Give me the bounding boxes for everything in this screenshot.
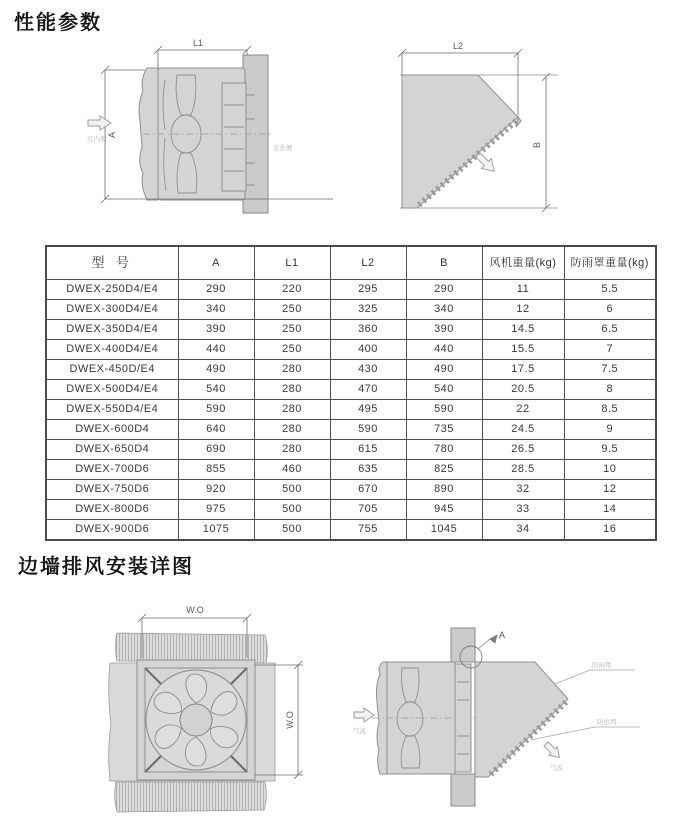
table-cell: 32 [482, 480, 564, 500]
table-cell: 12 [564, 480, 656, 500]
table-cell: 280 [254, 420, 330, 440]
table-cell: DWEX-750D6 [46, 480, 178, 500]
dim-line-l1 [158, 50, 247, 68]
table-cell: 490 [178, 360, 254, 380]
table-cell: 615 [330, 440, 406, 460]
table-cell: 490 [406, 360, 482, 380]
corrugated-wall-bottom [115, 782, 267, 812]
header-fan-weight: 风机重量(kg) [482, 246, 564, 280]
table-cell: DWEX-500D4/E4 [46, 380, 178, 400]
table-cell: DWEX-900D6 [46, 520, 178, 541]
table-cell: 390 [178, 320, 254, 340]
table-cell: DWEX-250D4/E4 [46, 280, 178, 300]
header-hood-weight: 防雨罩重量(kg) [564, 246, 656, 280]
table-cell: DWEX-350D4/E4 [46, 320, 178, 340]
table-cell: 340 [406, 300, 482, 320]
table-header-row [46, 246, 656, 280]
table-cell: 7 [564, 340, 656, 360]
install-side-view-diagram [350, 622, 690, 822]
table-row [46, 380, 656, 400]
table-cell: 855 [178, 460, 254, 480]
table-cell: 825 [406, 460, 482, 480]
table-cell: 6.5 [564, 320, 656, 340]
header-a: A [178, 246, 254, 280]
table-cell: DWEX-600D4 [46, 420, 178, 440]
table-cell: 755 [330, 520, 406, 541]
table-cell: 250 [254, 340, 330, 360]
hood-label-leader [555, 670, 635, 684]
table-cell: 250 [254, 300, 330, 320]
corrugated-wall-top [116, 633, 268, 663]
dim-label-wo-right: W.O [285, 711, 295, 729]
table-cell: 28.5 [482, 460, 564, 480]
table-cell: 640 [178, 420, 254, 440]
table-cell: 975 [178, 500, 254, 520]
table-row [46, 480, 656, 500]
table-cell: DWEX-650D4 [46, 440, 178, 460]
table-cell: 460 [254, 460, 330, 480]
airflow-in-label: 气流 [353, 728, 366, 735]
table-cell: 14.5 [482, 320, 564, 340]
indoor-side-label: 室内侧 [87, 136, 107, 143]
table-cell: 440 [406, 340, 482, 360]
header-b: B [406, 246, 482, 280]
dim-label-a: A [107, 131, 117, 139]
detail-callout-label: A [499, 630, 506, 640]
rain-hood-body [475, 662, 568, 777]
table-cell: 690 [178, 440, 254, 460]
table-cell: 12 [482, 300, 564, 320]
table-cell: 10 [564, 460, 656, 480]
rain-hood-body [402, 75, 518, 208]
table-cell: 8 [564, 380, 656, 400]
rain-hood-side-view-diagram [390, 35, 645, 235]
table-row [46, 300, 656, 320]
table-row [46, 280, 656, 300]
table-cell: 440 [178, 340, 254, 360]
table-cell: 8.5 [564, 400, 656, 420]
wall-upper [451, 628, 475, 662]
table-cell: 470 [330, 380, 406, 400]
table-cell: 1045 [406, 520, 482, 541]
table-cell: 33 [482, 500, 564, 520]
table-row [46, 420, 656, 440]
airflow-out-label: 气流 [550, 765, 563, 772]
table-cell: 11 [482, 280, 564, 300]
table-cell: 26.5 [482, 440, 564, 460]
spec-table-body [46, 280, 656, 541]
wall-lower [451, 774, 475, 806]
detail-callout-flag [478, 635, 497, 649]
table-cell: DWEX-300D4/E4 [46, 300, 178, 320]
table-row [46, 520, 656, 541]
table-cell: 220 [254, 280, 330, 300]
airflow-arrow-icon [542, 740, 564, 762]
table-cell: 1075 [178, 520, 254, 541]
dim-label-b: B [532, 141, 542, 149]
table-cell: DWEX-700D6 [46, 460, 178, 480]
shutter-frame [455, 664, 471, 772]
header-model: 型 号 [46, 246, 178, 280]
table-cell: 280 [254, 360, 330, 380]
table-cell: 705 [330, 500, 406, 520]
table-cell: 590 [330, 420, 406, 440]
table-row [46, 460, 656, 480]
rain-hood-label: 防雨罩 [592, 662, 612, 669]
table-cell: 360 [330, 320, 406, 340]
table-cell: 735 [406, 420, 482, 440]
airflow-arrow-icon [88, 116, 111, 130]
install-front-view-diagram [85, 598, 320, 826]
table-row [46, 500, 656, 520]
table-row [46, 440, 656, 460]
insect-net-label: 防虫网 [597, 719, 617, 726]
table-cell: 16 [564, 520, 656, 541]
table-cell: 495 [330, 400, 406, 420]
dim-label-wo-top: W.O [186, 605, 204, 615]
table-cell: 670 [330, 480, 406, 500]
table-cell: 890 [406, 480, 482, 500]
table-cell: 430 [330, 360, 406, 380]
outdoor-side-label: 室外侧 [273, 145, 293, 152]
table-cell: 280 [254, 440, 330, 460]
net-label-leader [530, 727, 640, 740]
table-cell: 22 [482, 400, 564, 420]
table-cell: 280 [254, 400, 330, 420]
table-cell: DWEX-400D4/E4 [46, 340, 178, 360]
fan-hub [180, 704, 212, 736]
table-cell: 390 [406, 320, 482, 340]
dim-label-l1: L1 [192, 38, 204, 48]
table-cell: 34 [482, 520, 564, 541]
table-row [46, 320, 656, 340]
table-cell: 500 [254, 480, 330, 500]
table-cell: 325 [330, 300, 406, 320]
table-cell: DWEX-450D/E4 [46, 360, 178, 380]
table-cell: 20.5 [482, 380, 564, 400]
table-row [46, 400, 656, 420]
table-cell: 6 [564, 300, 656, 320]
table-cell: 290 [406, 280, 482, 300]
table-cell: 500 [254, 520, 330, 541]
table-cell: 540 [406, 380, 482, 400]
table-cell: 635 [330, 460, 406, 480]
table-row [46, 360, 656, 380]
table-cell: 920 [178, 480, 254, 500]
table-cell: 540 [178, 380, 254, 400]
dim-label-l2: L2 [452, 41, 464, 51]
header-l2: L2 [330, 246, 406, 280]
performance-section-title: 性能参数 [14, 12, 102, 34]
table-cell: 590 [178, 400, 254, 420]
table-row [46, 340, 656, 360]
table-cell: DWEX-800D6 [46, 500, 178, 520]
fan-side-view-diagram [85, 35, 335, 235]
table-cell: 400 [330, 340, 406, 360]
spec-table [45, 245, 657, 541]
table-cell: 590 [406, 400, 482, 420]
table-cell: 14 [564, 500, 656, 520]
table-cell: 500 [254, 500, 330, 520]
table-cell: 250 [254, 320, 330, 340]
table-cell: 340 [178, 300, 254, 320]
table-cell: 290 [178, 280, 254, 300]
table-cell: 9.5 [564, 440, 656, 460]
table-cell: 17.5 [482, 360, 564, 380]
table-cell: 7.5 [564, 360, 656, 380]
table-cell: 9 [564, 420, 656, 440]
table-cell: 295 [330, 280, 406, 300]
table-cell: DWEX-550D4/E4 [46, 400, 178, 420]
airflow-arrow-icon [354, 708, 374, 722]
install-section-title: 边墙排风安装详图 [18, 556, 194, 578]
table-cell: 780 [406, 440, 482, 460]
table-cell: 24.5 [482, 420, 564, 440]
table-cell: 15.5 [482, 340, 564, 360]
table-cell: 280 [254, 380, 330, 400]
shutter-frame [222, 83, 246, 191]
table-cell: 945 [406, 500, 482, 520]
header-l1: L1 [254, 246, 330, 280]
table-cell: 5.5 [564, 280, 656, 300]
